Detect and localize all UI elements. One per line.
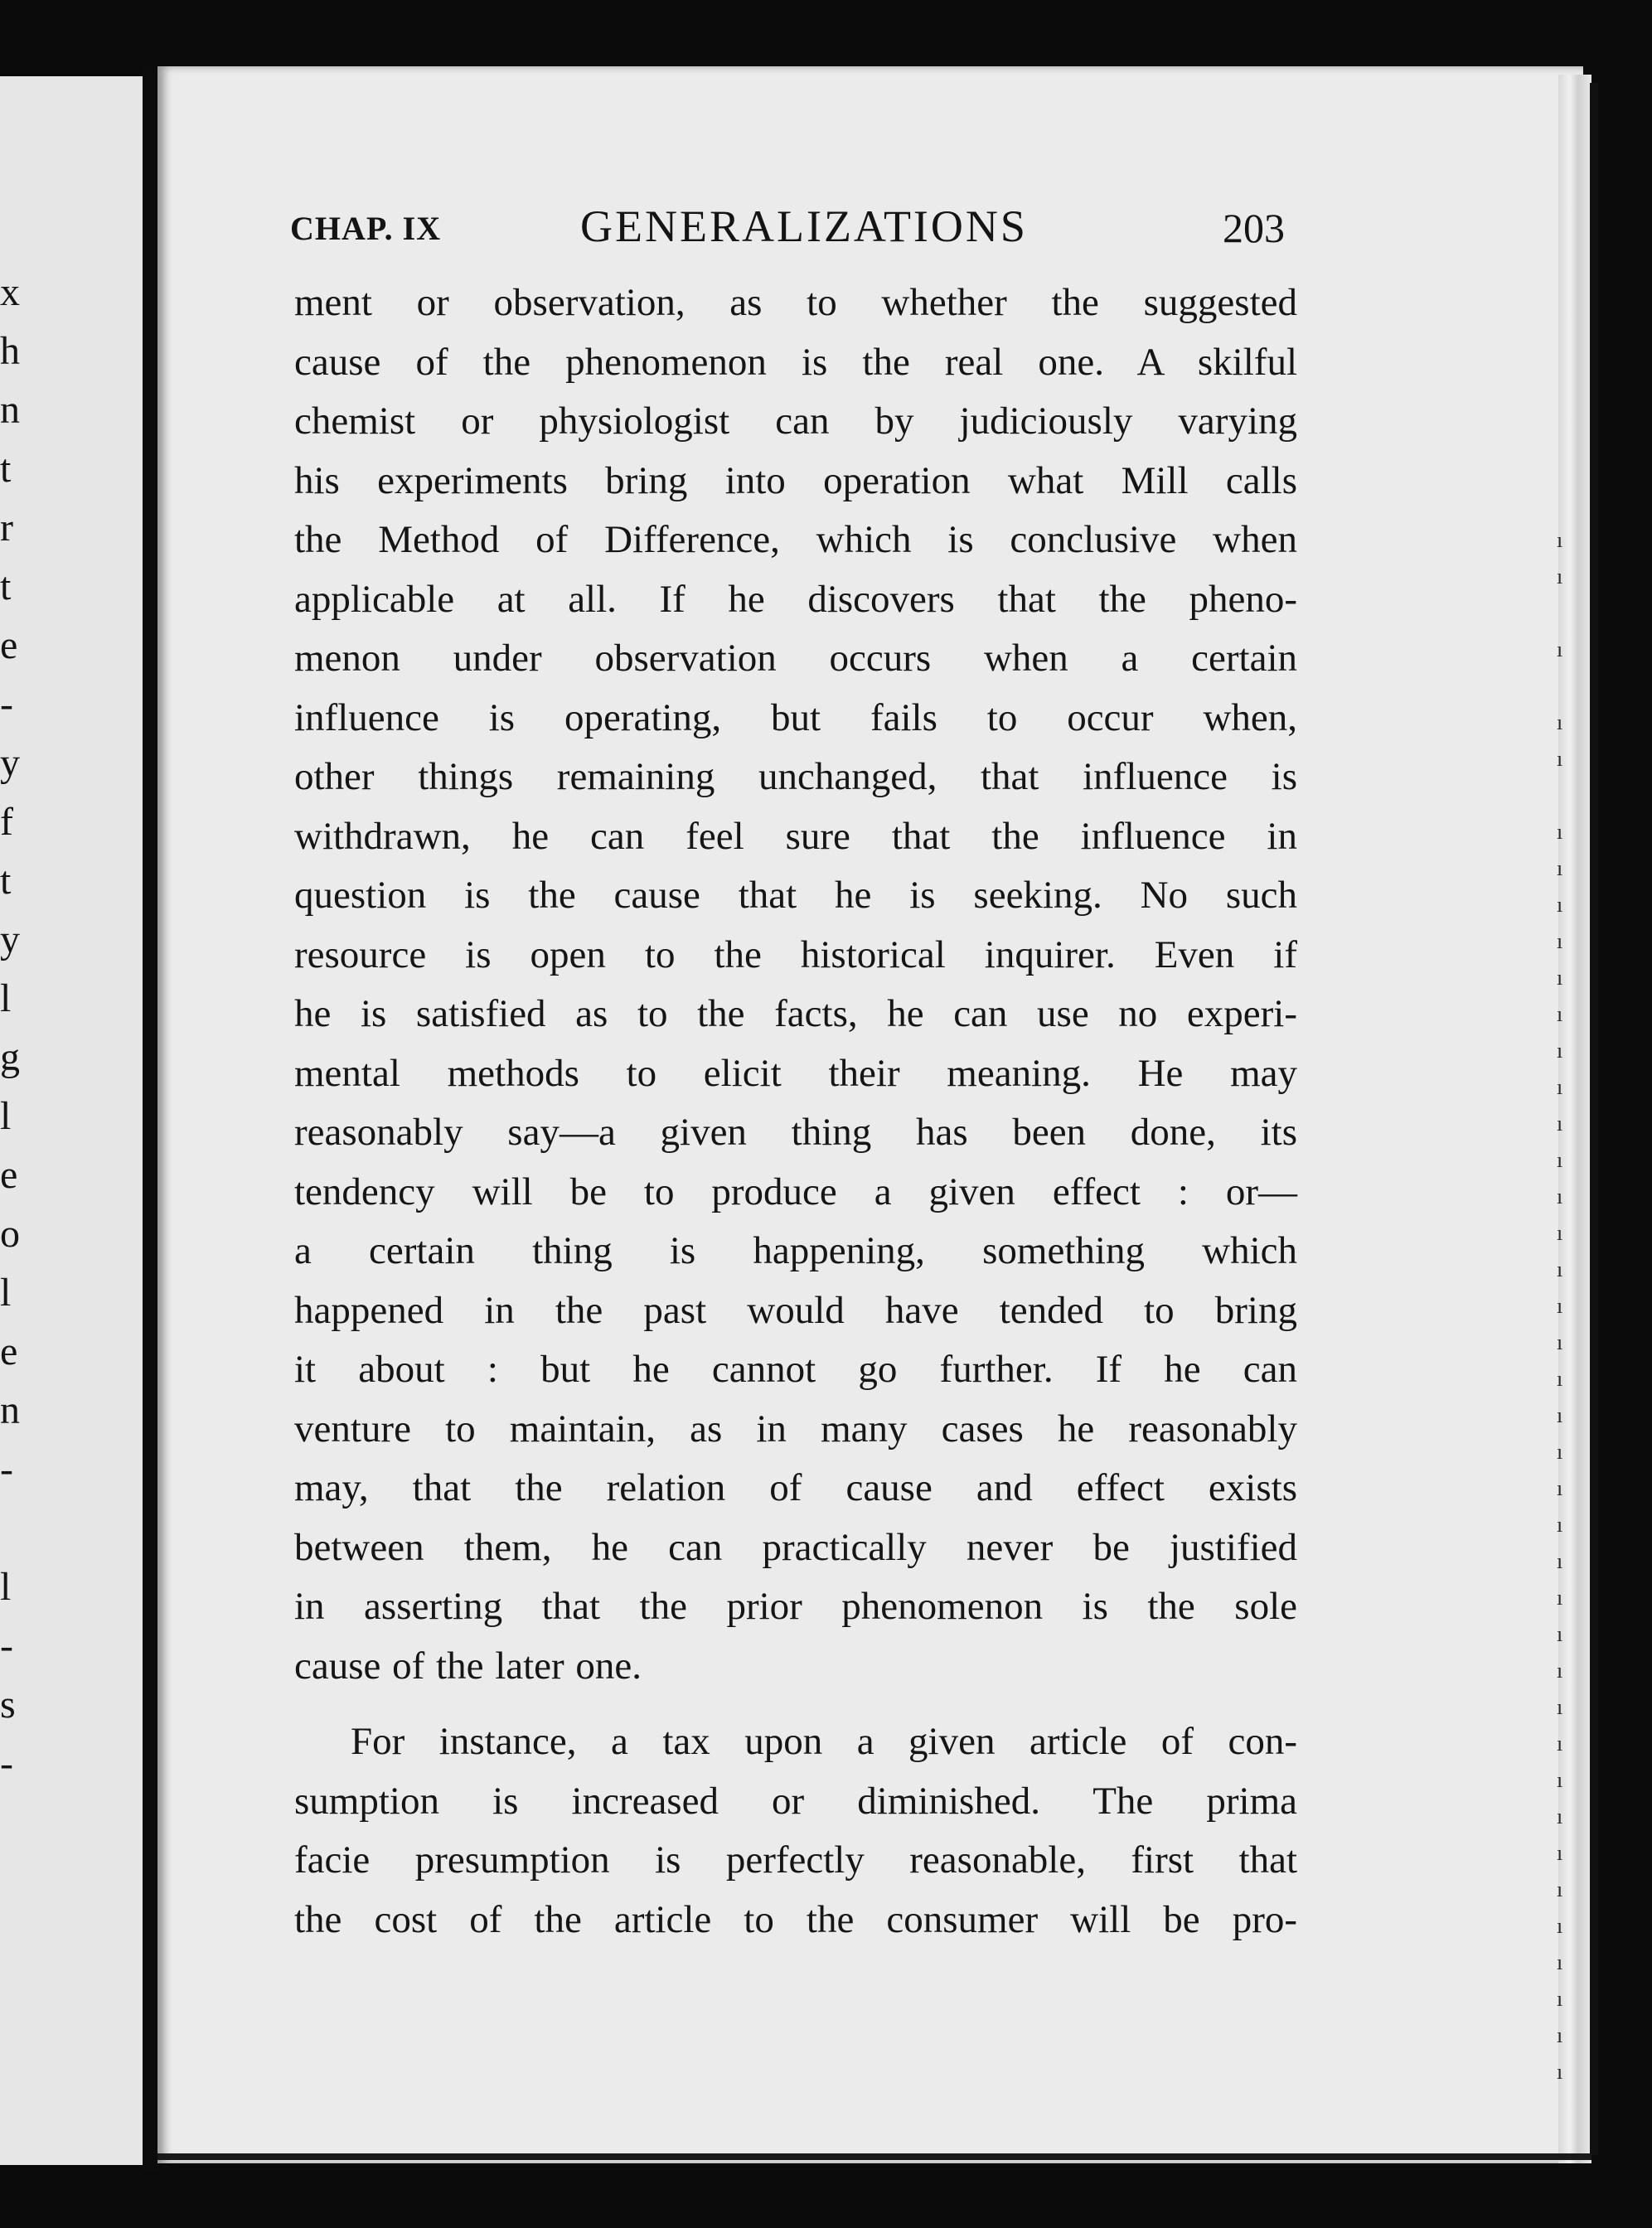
cropped-line-end: g: [0, 1035, 20, 1079]
running-header: [290, 201, 1285, 259]
cropped-line-end: -: [0, 1624, 13, 1668]
cropped-line-end: x: [0, 270, 20, 314]
text-line: other things remaining unchanged, that influence is: [294, 755, 1297, 798]
text-line: chemist or physiologist can by judiciously varying: [294, 400, 1297, 443]
text-line: withdrawn, he can feel sure that the influence in: [294, 814, 1297, 858]
cropped-line-end: -: [0, 1447, 13, 1491]
cropped-line-end: t: [0, 447, 12, 491]
body-text: [294, 274, 1297, 1950]
facing-page-fragment: [0, 76, 143, 2165]
text-line: For instance, a tax upon a given article of con-: [351, 1720, 1297, 1763]
text-line: between them, he can practically never be justified: [294, 1525, 1297, 1569]
cropped-line-end: -: [0, 682, 13, 726]
text-line: question is the cause that he is seeking. No such: [294, 874, 1297, 917]
cropped-line-end: n: [0, 388, 20, 432]
text-line: cause of the phenomenon is the real one. A skilful: [294, 340, 1297, 384]
text-line: reasonably say—a given thing has been done, its: [294, 1111, 1297, 1154]
text-line: menon under observation occurs when a certain: [294, 637, 1297, 680]
cropped-line-end: e: [0, 1330, 18, 1373]
text-line: he is satisfied as to the facts, he can use no experi-: [294, 992, 1297, 1035]
text-line: resource is open to the historical inquirer. Even if: [294, 932, 1297, 976]
show-through-marks: ı ı ı ı ı ı ı ı ı ı ı ı ı ı ı ı ı ı ı ı ı ı ı ı ı ı ı ı ı ı ı ı ı ı ı ı ı ı ı ı: [1557, 528, 1563, 2084]
text-line: may, that the relation of cause and effect exists: [294, 1466, 1297, 1509]
text-line: the Method of Difference, which is conclusive when: [294, 518, 1297, 561]
cropped-line-end: l: [0, 1271, 12, 1315]
cropped-line-end: y: [0, 918, 20, 961]
text-line: facie presumption is perfectly reasonable, first that: [294, 1838, 1297, 1882]
cropped-line-end: e: [0, 623, 18, 667]
text-line: his experiments bring into operation what Mill calls: [294, 458, 1297, 502]
facing-page-cropped-text: [0, 263, 33, 1793]
page-block-shadow: [1590, 83, 1598, 2155]
cropped-line-end: e: [0, 1153, 18, 1197]
cropped-line-end: r: [0, 506, 13, 550]
cropped-line-end: h: [0, 329, 20, 373]
cropped-line-end: n: [0, 1388, 20, 1432]
running-title: GENERALIZATIONS: [580, 201, 1028, 251]
cropped-line-end: [0, 1499, 33, 1557]
cropped-line-end: y: [0, 741, 20, 785]
text-line: cause of the later one.: [294, 1644, 642, 1688]
cropped-line-end: l: [0, 1094, 12, 1138]
paragraph: [294, 274, 1297, 1696]
text-line: tendency will be to produce a given effect : or—: [294, 1170, 1297, 1213]
text-line: it about : but he cannot go further. If he can: [294, 1348, 1297, 1391]
book-gutter: [143, 66, 159, 2172]
text-line: ment or observation, as to whether the suggested: [294, 281, 1297, 324]
cropped-line-end: f: [0, 800, 13, 844]
cropped-line-end: o: [0, 1212, 20, 1256]
cropped-line-end: s: [0, 1683, 16, 1727]
cropped-line-end: t: [0, 859, 12, 903]
text-line: applicable at all. If he discovers that the pheno-: [294, 577, 1297, 621]
cropped-line-end: l: [0, 1565, 12, 1609]
page-number: 203: [1223, 205, 1285, 251]
text-line: influence is operating, but fails to occur when,: [294, 695, 1297, 739]
text-line: a certain thing is happening, something which: [294, 1229, 1297, 1272]
text-line: in asserting that the prior phenomenon is the sole: [294, 1585, 1297, 1628]
paragraph-gap: [294, 1696, 1297, 1712]
text-line: venture to maintain, as in many cases he reasonably: [294, 1407, 1297, 1451]
text-line: the cost of the article to the consumer will be pro-: [294, 1897, 1297, 1941]
paragraph: [294, 1712, 1297, 1950]
text-line: sumption is increased or diminished. The prima: [294, 1779, 1297, 1823]
text-line: mental methods to elicit their meaning. He may: [294, 1051, 1297, 1095]
chapter-label: CHAP. IX: [290, 210, 442, 247]
text-line: happened in the past would have tended to bring: [294, 1288, 1297, 1332]
cropped-line-end: l: [0, 976, 12, 1020]
page-bottom-edge: [157, 2153, 1591, 2160]
cropped-line-end: t: [0, 564, 12, 608]
cropped-line-end: -: [0, 1741, 13, 1785]
